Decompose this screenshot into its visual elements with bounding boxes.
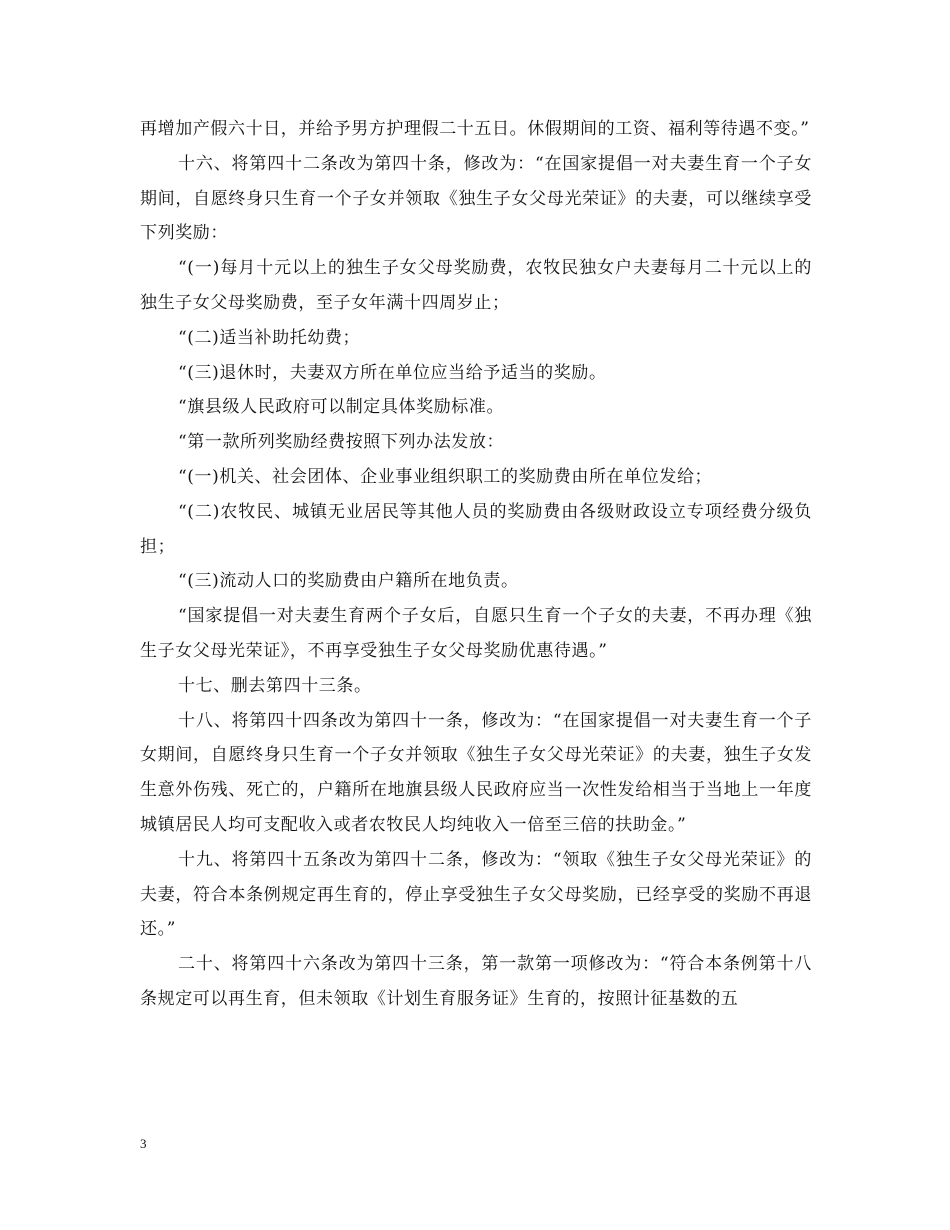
- page-number: 3: [140, 1136, 147, 1151]
- paragraph-4: “(二)适当补助托幼费；: [178, 327, 361, 348]
- paragraph-7: “第一款所列奖励经费按照下列办法发放：: [178, 432, 505, 453]
- paragraph-9: “(二)农牧民、城镇无业居民等其他人员的奖励费由各级财政设立专项经费分级负担；: [140, 501, 812, 557]
- paragraph-6: “旗县级人民政府可以制定具体奖励标准。: [178, 397, 505, 418]
- paragraph-15: 二十、将第四十六条改为第四十三条，第一款第一项修改为：“符合本条例第十八条规定可以再生育，但未领取《计划生育服务证》生育的，按照计征基数的五: [140, 954, 812, 1009]
- paragraph-12: 十七、删去第四十三条。: [178, 675, 372, 696]
- paragraph-10: “(三)流动人口的奖励费由户籍所在地负责。: [178, 571, 519, 592]
- paragraph-3: “(一)每月十元以上的独生子女父母奖励费，农牧民独女户夫妻每月二十元以上的独生子女父母奖励费，至子女年满十四周岁止；: [140, 258, 812, 313]
- paragraph-14: 十九、将第四十五条改为第四十二条，修改为：“领取《独生子女父母光荣证》的夫妻，符合本条例规定再生育的，停止享受独生子女父母奖励，已经享受的奖励不再退还。”: [140, 849, 812, 940]
- paragraph-13: 十八、将第四十四条改为第四十一条，修改为：“在国家提倡一对夫妻生育一个子女期间，自愿终身只生育一个子女并领取《独生子女父母光荣证》的夫妻，独生子女发生意外伤残、死亡的，户籍所在地旗县级人民政府应当一次性发给相当于当地上一年度城镇居民人均可支配收入或者农牧民人均纯收入一倍至三倍的扶助金。”: [140, 710, 812, 835]
- paragraph-1: 再增加产假六十日，并给予男方护理假二十五日。休假期间的工资、福利等待遇不变。”: [140, 119, 810, 139]
- paragraph-11: “国家提倡一对夫妻生育两个子女后，自愿只生育一个子女的夫妻，不再办理《独生子女父母光荣证》，不再享受独生子女父母奖励优惠待遇。”: [140, 606, 812, 661]
- document-body: [140, 112, 812, 1017]
- paragraph-8: “(一)机关、社会团体、企业事业组织职工的奖励费由所在单位发给；: [178, 466, 713, 487]
- paragraph-2: 十六、将第四十二条改为第四十条，修改为：“在国家提倡一对夫妻生育一个子女期间，自愿终身只生育一个子女并领取《独生子女父母光荣证》的夫妻，可以继续享受下列奖励：: [140, 153, 812, 244]
- paragraph-5: “(三)退休时，夫妻双方所在单位应当给予适当的奖励。: [178, 362, 607, 383]
